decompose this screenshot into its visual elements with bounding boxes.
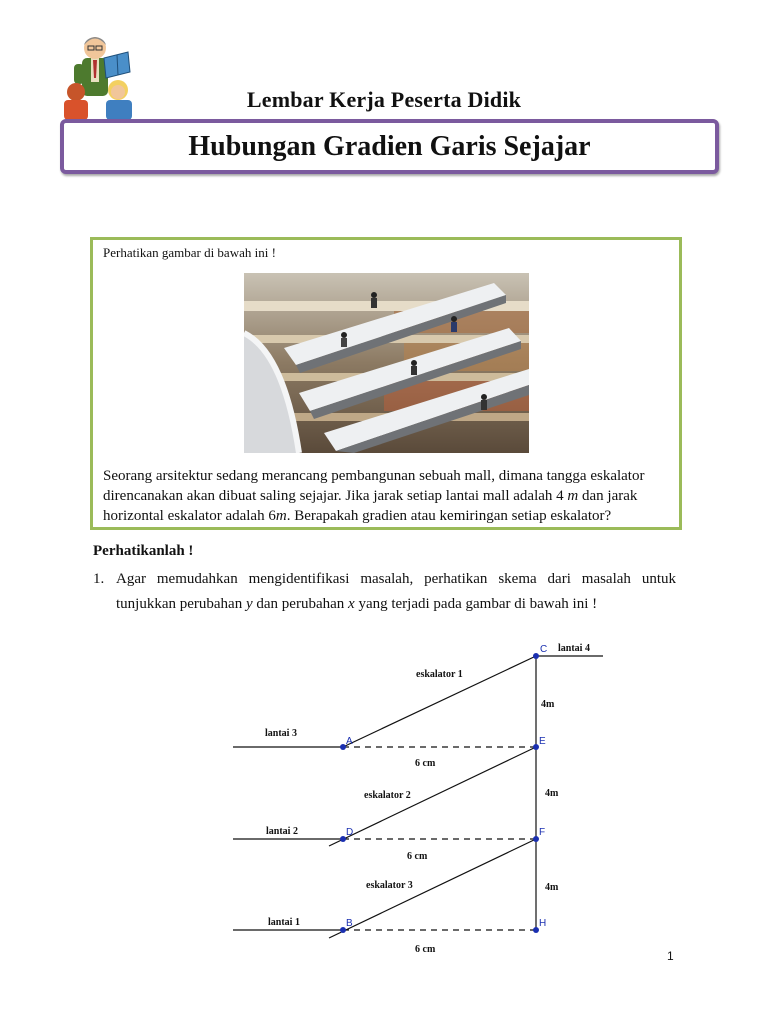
point-label-b: B [346,918,353,929]
width-label-3: 6 cm [415,944,436,955]
item-text-b: dan perubahan [252,596,349,612]
escalator-diagram [225,636,605,960]
problem-intro: Perhatikan gambar di bawah ini ! [103,245,276,260]
point-label-c: C [540,644,548,655]
point-label-e: E [539,736,546,747]
escalator-label-2: eskalator 2 [364,790,411,801]
item-number: 1. [93,571,105,587]
item-text-a: Agar memudahkan mengidentifikasi masalah, perhatikan skema dari masalah untuk tunjukkan perubahan [116,571,676,612]
problem-text-a: Seorang arsitektur sedang merancang pembangunan sebuah mall, dimana tangga eskalator direncanakan akan dibuat saling sejajar. Jika jarak setiap lantai mall adalah [103,468,645,504]
height-label-2: 4m [545,788,559,799]
problem-text-c: . Berapakah gradien atau kemiringan setiap eskalator? [286,508,612,524]
point-label-a: A [346,736,353,747]
point-label-f: F [539,827,546,838]
variable-y: y [245,596,253,612]
page-number: 1 [667,949,674,963]
floor-label-4: lantai 4 [558,643,590,654]
page-title: Hubungan Gradien Garis Sejajar [188,130,591,162]
item-text-c: yang terjadi pada gambar di bawah ini ! [354,596,598,612]
item-text [116,567,676,617]
escalator-line-3 [329,839,536,938]
unit-m: m [275,508,287,524]
list-item [93,567,676,617]
escalator-label-3: eskalator 3 [366,880,413,891]
floor-label-1: lantai 1 [268,917,300,928]
point-label-h: H [539,918,547,929]
title-banner [60,119,719,174]
floor-distance-value: 4 [556,488,564,504]
point-c-dot [533,653,539,659]
section-heading: Perhatikanlah ! [93,543,194,559]
floor-label-2: lantai 2 [266,826,298,837]
escalator-label-1: eskalator 1 [416,669,463,680]
problem-box [90,237,682,530]
escalator-photo [244,273,529,453]
height-label-1: 4m [541,699,555,710]
variable-x: x [348,596,355,612]
problem-statement [103,466,669,526]
problem-text-b: dan jarak horizontal eskalator adalah [103,488,638,524]
worksheet-subtitle: Lembar Kerja Peserta Didik [246,87,522,112]
width-label-2: 6 cm [407,851,428,862]
unit-m: m [567,488,579,504]
floor-label-3: lantai 3 [265,728,297,739]
width-label-1: 6 cm [415,758,436,769]
height-label-3: 4m [545,882,559,893]
horizontal-distance-value: 6 [268,508,276,524]
point-label-d: D [346,827,354,838]
